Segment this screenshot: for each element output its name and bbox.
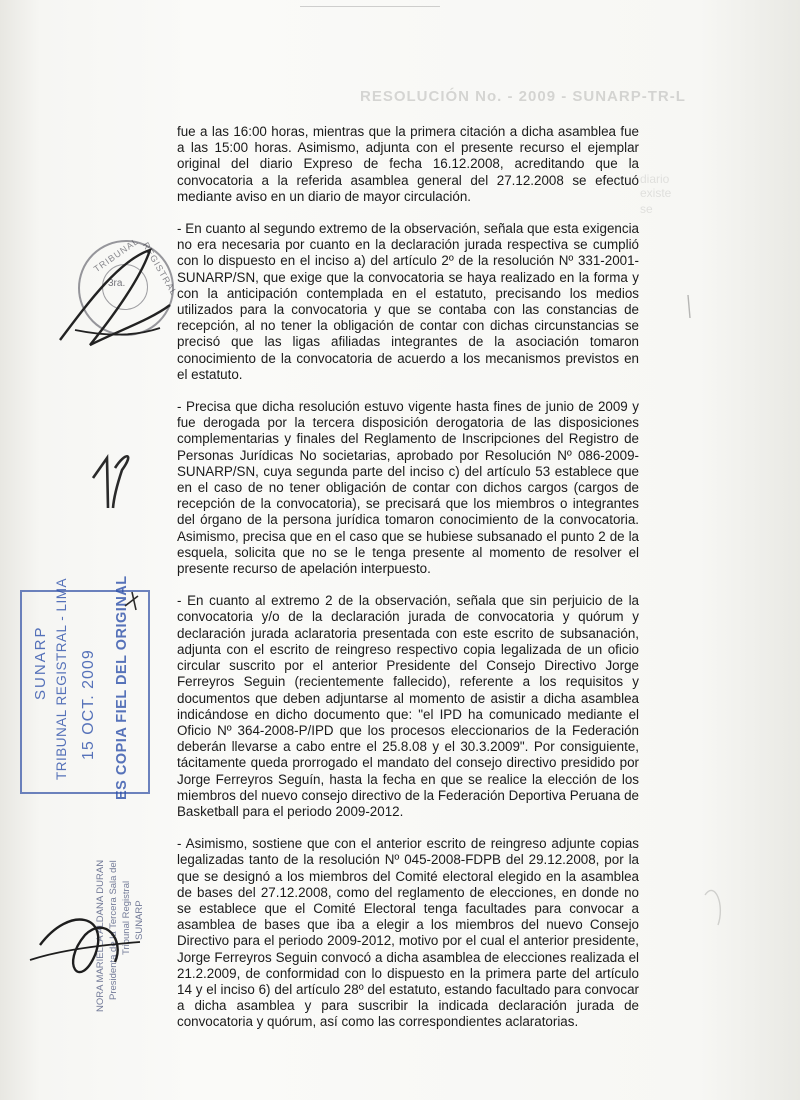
bleed-through-fragment: se	[640, 202, 653, 216]
signatory-title-2: Tribunal Registral	[121, 880, 132, 955]
bleed-through-fragment: diario	[640, 172, 670, 186]
seal-top-text: TRIBUNAL	[91, 235, 141, 275]
signatory-name: NORA MARIELLA ALDANA DURAN	[95, 859, 106, 1012]
paragraph-second-extreme: - En cuanto al segundo extremo de la observación, señala que esta exigencia no era necesaria por cuanto en la declaración jurada respectiva se cumplió con lo dispuesto en el inciso a) del artículo 2º de la resolución Nº 331-2001-SUNARP/SN, que exige que la convocatoria se haya realizado en la forma y con la anticipación contemplada en el estatuto, precisando los medios utilizados para la convocatoria y que se contaba con las constancias de recepción, al no tener la obligación de contar con dichas circunstancias se precisó que las ligas afiliadas integrantes de la asociación tomaron conocimiento de la convocatoria de acuerdo a los mecanismos previstos en el estatuto.	[177, 221, 639, 382]
paragraph-resolution-validity: - Precisa que dicha resolución estuvo vigente hasta fines de junio de 2009 y fue derogada por la tercera disposición derogatoria de las disposiciones complementarias y finales del Reglamento de Inscripciones del Registro de Personas Jurídicas No societarias, aprobado por Resolución Nº 086-2009-SUNARP/SN, cuya segunda parte del inciso c) del artículo 53 establece que en el caso de no tener obligación de contar con dichos cargos (cargos de recepción de la convocatoria), se precisará que los miembros o integrantes del órgano de la persona jurídica tomaron conocimiento de la convocatoria. Asimismo, precisa que en el caso que se hubiese subsanado el punto 2 de la esquela, solicita que no se le tenga presente al momento de resolver el presente recurso de apelación interpuesto.	[177, 399, 639, 577]
paragraph-continuation: fue a las 16:00 horas, mientras que la primera citación a dicha asamblea fue a las 15:00 horas. Asimismo, adjunta con el presente recurso el ejemplar original del diario Expreso de fecha 16.12.2008, acreditando que la convocatoria a la referida asamblea general del 27.12.2008 se efectuó mediante aviso en un diario de mayor circulación.	[177, 124, 639, 204]
signatory-title: Presidenta de la Tercera Sala del	[108, 860, 119, 1000]
signatory-org: SUNARP	[134, 900, 145, 940]
bleed-through-title: RESOLUCIÓN No. - 2009 - SUNARP-TR-L	[360, 88, 686, 105]
paragraph-extreme-2: - En cuanto al extremo 2 de la observación, señala que sin perjuicio de la convocatoria y/o de la declaración jurada de convocatoria y quórum y declaración jurada aclaratoria presentada con este escrito de subsanación, adjunta con el escrito de reingreso respectivo copia legalizada de un oficio circular suscrito por el anterior Presidente del Consejo Directivo Jorge Ferreyros Seguin (recientemente fallecido), referente a los requisitos y documentos que deben adjuntarse al momento de asistir a dicha asamblea indicándose en dicho documento que: "el IPD ha comunicado mediante el Oficio Nº 364-2008-P/IPD que los procesos eleccionarios de la Federación deberán llevarse a cabo entre el 25.8.08 y el 30.3.2009". Por consiguiente, tácitamente queda prorrogado el mandato del consejo directivo presidido por Jorge Ferreyros Seguín, hasta la fecha en que se realice la elección de los miembros del nuevo consejo directivo de la Federación Deportiva Peruana de Basketball para el periodo 2009-2012.	[177, 593, 639, 819]
stamp-date: 15 OCT. 2009	[80, 649, 97, 760]
margin-number-mark	[93, 458, 108, 508]
seal-right-text: REGISTRAL	[140, 240, 180, 298]
stamp-certification: ES COPIA FIEL DEL ORIGINAL	[114, 575, 130, 800]
stamp-office: TRIBUNAL REGISTRAL - LIMA	[54, 577, 69, 780]
seal-center-text: 3ra.	[108, 278, 126, 289]
stamp-org: SUNARP	[32, 625, 49, 700]
paragraph-reentry-copies: - Asimismo, sostiene que con el anterior escrito de reingreso adjunte copias legalizadas tanto de la resolución Nº 045-2008-FDPB del 29.12.2008, por la que se designó a los miembros del Comité electoral elegido en la asamblea de bases del 27.12.2008, como del reglamento de elecciones, en donde no se establece que el Comité Electoral tenga facultades para convocar a asamblea de bases que iba a elegir a los miembros del nuevo Consejo Directivo para el periodo 2009-2012, motivo por el cual el anterior presidente, Jorge Ferreyros Seguin convocó a dicha asamblea de elecciones realizada el 21.2.2009, de conformidad con lo dispuesto en la primera parte del artículo 14 y el inciso 6) del artículo 28º del estatuto, estando facultado para convocar a dicha asamblea y para suscribir la indicada declaración jurada de convocatoria y quórum, así como las correspondientes aclaratorias.	[177, 836, 639, 1030]
bleed-through-fragment: existe	[640, 186, 672, 200]
